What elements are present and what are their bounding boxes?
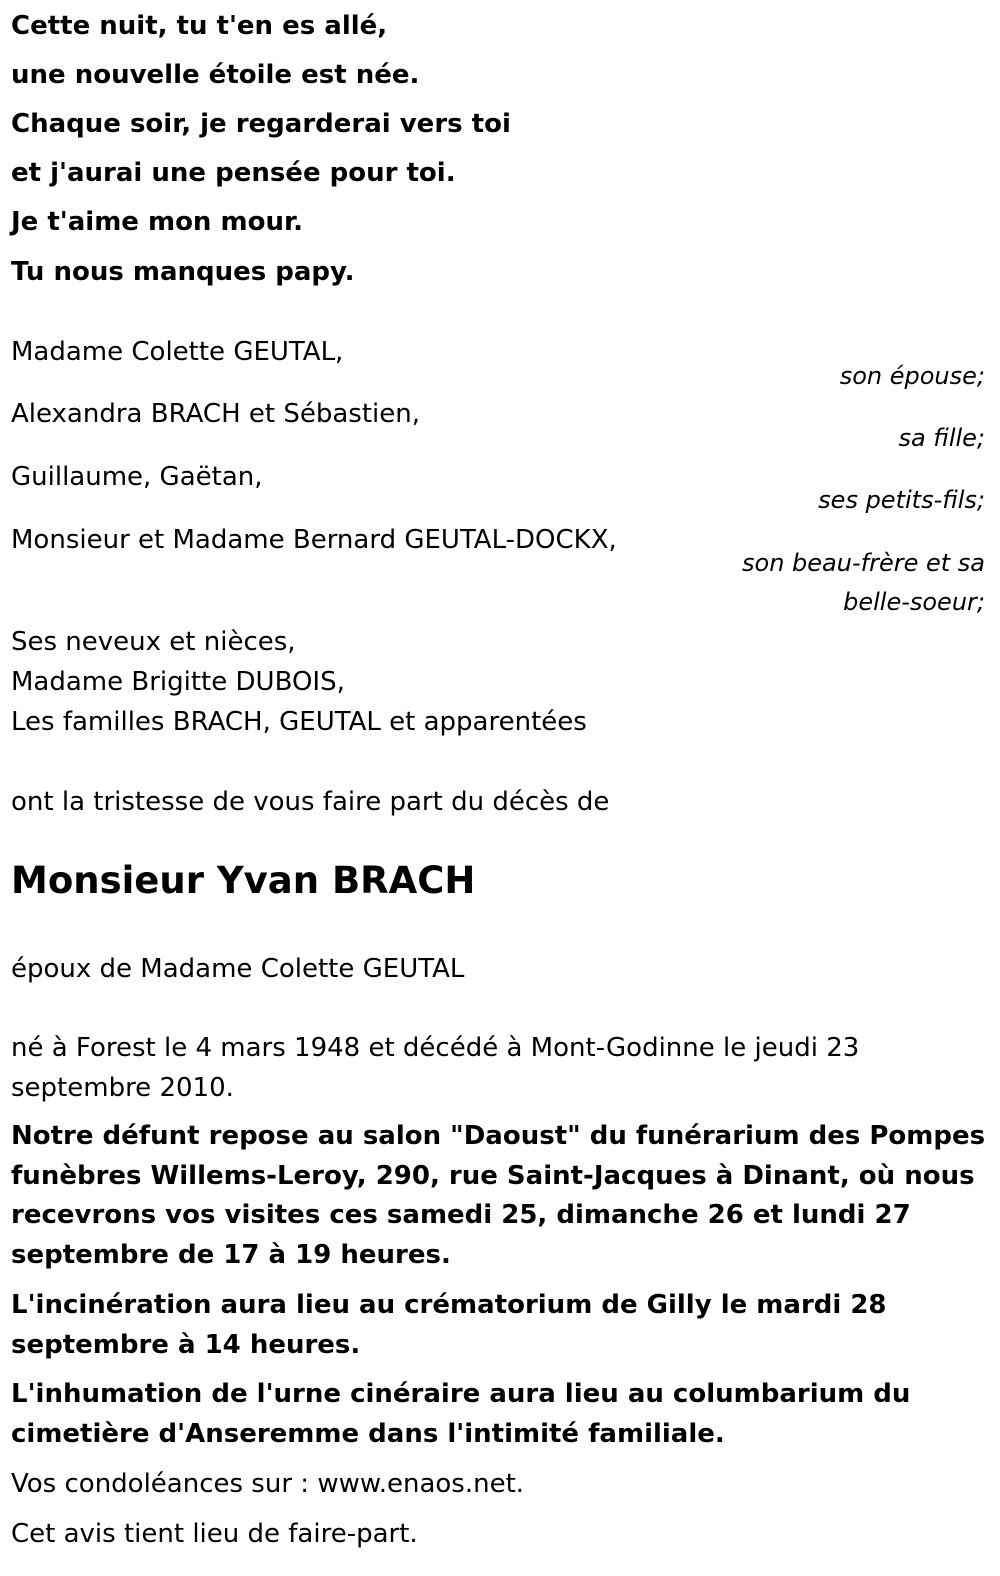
family-member-relation: ses petits-fils; — [818, 486, 985, 514]
family-member-name: Alexandra BRACH et Sébastien, — [11, 399, 420, 429]
other-relatives: Madame Brigitte DUBOIS, — [11, 667, 345, 697]
family-member-name: Madame Colette GEUTAL, — [11, 337, 344, 367]
announcement-text: ont la tristesse de vous faire part du décès de — [11, 787, 610, 817]
visitation-info: Notre défunt repose au salon "Daoust" du funérarium des Pompes funèbres Willems-Leroy, 290, rue Saint-Jacques à Dinant, où nous recevrons vos visites ces samedi 25, dimanche 26 et lundi 27 septembre de 17 à 19 heures. — [11, 1121, 986, 1270]
family-member-relation: belle-soeur; — [843, 588, 985, 616]
other-relatives: Ses neveux et nièces, — [11, 627, 296, 657]
poem-line-4: et j'aurai une pensée pour toi. — [11, 158, 456, 188]
poem-line-1: Cette nuit, tu t'en es allé, — [11, 11, 388, 41]
cremation-info: L'incinération aura lieu au crématorium de Gilly le mardi 28 septembre à 14 heures. — [11, 1290, 887, 1360]
spouse-line: époux de Madame Colette GEUTAL — [11, 954, 465, 984]
poem-line-2: une nouvelle étoile est née. — [11, 60, 420, 90]
poem-line-5: Je t'aime mon mour. — [11, 207, 303, 237]
family-member-relation: son beau-frère et sa — [742, 549, 985, 577]
family-member-relation: sa fille; — [898, 424, 985, 452]
family-member-name: Monsieur et Madame Bernard GEUTAL-DOCKX, — [11, 525, 617, 555]
family-member-name: Guillaume, Gaëtan, — [11, 462, 263, 492]
deceased-name: Monsieur Yvan BRACH — [11, 859, 476, 902]
family-member-relation: son épouse; — [839, 362, 985, 390]
poem-line-6: Tu nous manques papy. — [11, 257, 355, 287]
other-relatives: Les familles BRACH, GEUTAL et apparentées — [11, 707, 587, 737]
poem-line-3: Chaque soir, je regarderai vers toi — [11, 109, 511, 139]
birth-death-info: né à Forest le 4 mars 1948 et décédé à Mont-Godinne le jeudi 23 septembre 2010. — [11, 1033, 860, 1103]
notice-text: Cet avis tient lieu de faire-part. — [11, 1519, 418, 1549]
condolences-text: Vos condoléances sur : www.enaos.net. — [11, 1469, 525, 1499]
inhumation-info: L'inhumation de l'urne cinéraire aura lieu au columbarium du cimetière d'Anseremme dans l'intimité familiale. — [11, 1379, 911, 1449]
